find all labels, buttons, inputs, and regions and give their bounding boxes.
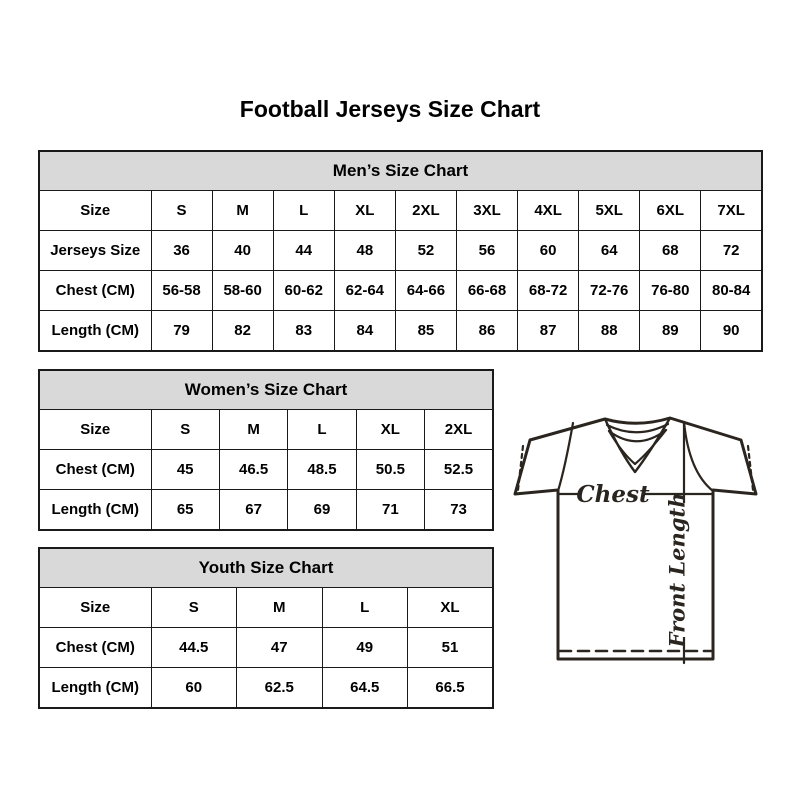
mens-cell: 56-58 [151, 271, 212, 311]
youth-cell: 49 [322, 628, 408, 668]
womens-cell: 48.5 [288, 450, 356, 490]
youth-cell: 64.5 [322, 668, 408, 709]
jersey-outline [515, 418, 756, 659]
womens-cell: 67 [219, 490, 287, 531]
womens-cell: 52.5 [425, 450, 493, 490]
mens-cell: 4XL [518, 191, 579, 231]
womens-cell: L [288, 410, 356, 450]
youth-row-label: Size [39, 588, 151, 628]
mens-cell: 68 [640, 231, 701, 271]
youth-cell: 62.5 [237, 668, 323, 709]
youth-cell: 51 [408, 628, 494, 668]
mens-cell: 84 [334, 311, 395, 352]
mens-cell: M [212, 191, 273, 231]
youth-size-table [38, 547, 494, 709]
mens-cell: 6XL [640, 191, 701, 231]
mens-cell: 83 [273, 311, 334, 352]
womens-cell: 69 [288, 490, 356, 531]
mens-row-label: Jerseys Size [39, 231, 151, 271]
womens-cell: 65 [151, 490, 219, 531]
womens-cell: XL [356, 410, 424, 450]
mens-cell: 2XL [395, 191, 456, 231]
mens-row-label: Size [39, 191, 151, 231]
womens-cell: 50.5 [356, 450, 424, 490]
mens-cell: 72 [701, 231, 762, 271]
womens-row-label: Length (CM) [39, 490, 151, 531]
page-title: Football Jerseys Size Chart [239, 96, 541, 122]
womens-cell: M [219, 410, 287, 450]
mens-cell: 86 [456, 311, 517, 352]
womens-cell: 45 [151, 450, 219, 490]
front-length-label: Front Length [664, 492, 690, 648]
mens-cell: 76-80 [640, 271, 701, 311]
jersey-diagram [503, 406, 775, 668]
youth-cell: XL [408, 588, 494, 628]
mens-row-label: Length (CM) [39, 311, 151, 352]
mens-cell: L [273, 191, 334, 231]
youth-table-title: Youth Size Chart [39, 548, 493, 588]
mens-cell: S [151, 191, 212, 231]
youth-cell: 60 [151, 668, 237, 709]
womens-row-label: Chest (CM) [39, 450, 151, 490]
mens-cell: XL [334, 191, 395, 231]
mens-cell: 82 [212, 311, 273, 352]
mens-cell: 85 [395, 311, 456, 352]
chest-label: Chest [576, 481, 650, 508]
youth-row-label: Chest (CM) [39, 628, 151, 668]
mens-size-table [38, 150, 763, 352]
womens-row-label: Size [39, 410, 151, 450]
mens-row-label: Chest (CM) [39, 271, 151, 311]
womens-table-title: Women’s Size Chart [39, 370, 493, 410]
mens-cell: 60 [518, 231, 579, 271]
mens-cell: 89 [640, 311, 701, 352]
womens-cell: 71 [356, 490, 424, 531]
womens-size-table [38, 369, 494, 531]
youth-row-label: Length (CM) [39, 668, 151, 709]
womens-cell: 46.5 [219, 450, 287, 490]
mens-cell: 68-72 [518, 271, 579, 311]
womens-cell: 73 [425, 490, 493, 531]
mens-cell: 36 [151, 231, 212, 271]
mens-cell: 64-66 [395, 271, 456, 311]
mens-cell: 44 [273, 231, 334, 271]
mens-cell: 72-76 [579, 271, 640, 311]
mens-cell: 52 [395, 231, 456, 271]
mens-cell: 90 [701, 311, 762, 352]
mens-cell: 48 [334, 231, 395, 271]
youth-cell: S [151, 588, 237, 628]
mens-cell: 87 [518, 311, 579, 352]
mens-cell: 79 [151, 311, 212, 352]
mens-cell: 60-62 [273, 271, 334, 311]
mens-cell: 56 [456, 231, 517, 271]
youth-cell: 47 [237, 628, 323, 668]
mens-cell: 40 [212, 231, 273, 271]
youth-cell: 66.5 [408, 668, 494, 709]
mens-cell: 88 [579, 311, 640, 352]
mens-cell: 64 [579, 231, 640, 271]
youth-cell: 44.5 [151, 628, 237, 668]
mens-cell: 62-64 [334, 271, 395, 311]
youth-cell: M [237, 588, 323, 628]
mens-cell: 7XL [701, 191, 762, 231]
womens-cell: S [151, 410, 219, 450]
mens-table-title: Men’s Size Chart [39, 151, 762, 191]
mens-cell: 5XL [579, 191, 640, 231]
mens-cell: 3XL [456, 191, 517, 231]
womens-cell: 2XL [425, 410, 493, 450]
youth-cell: L [322, 588, 408, 628]
mens-cell: 80-84 [701, 271, 762, 311]
mens-cell: 58-60 [212, 271, 273, 311]
mens-cell: 66-68 [456, 271, 517, 311]
